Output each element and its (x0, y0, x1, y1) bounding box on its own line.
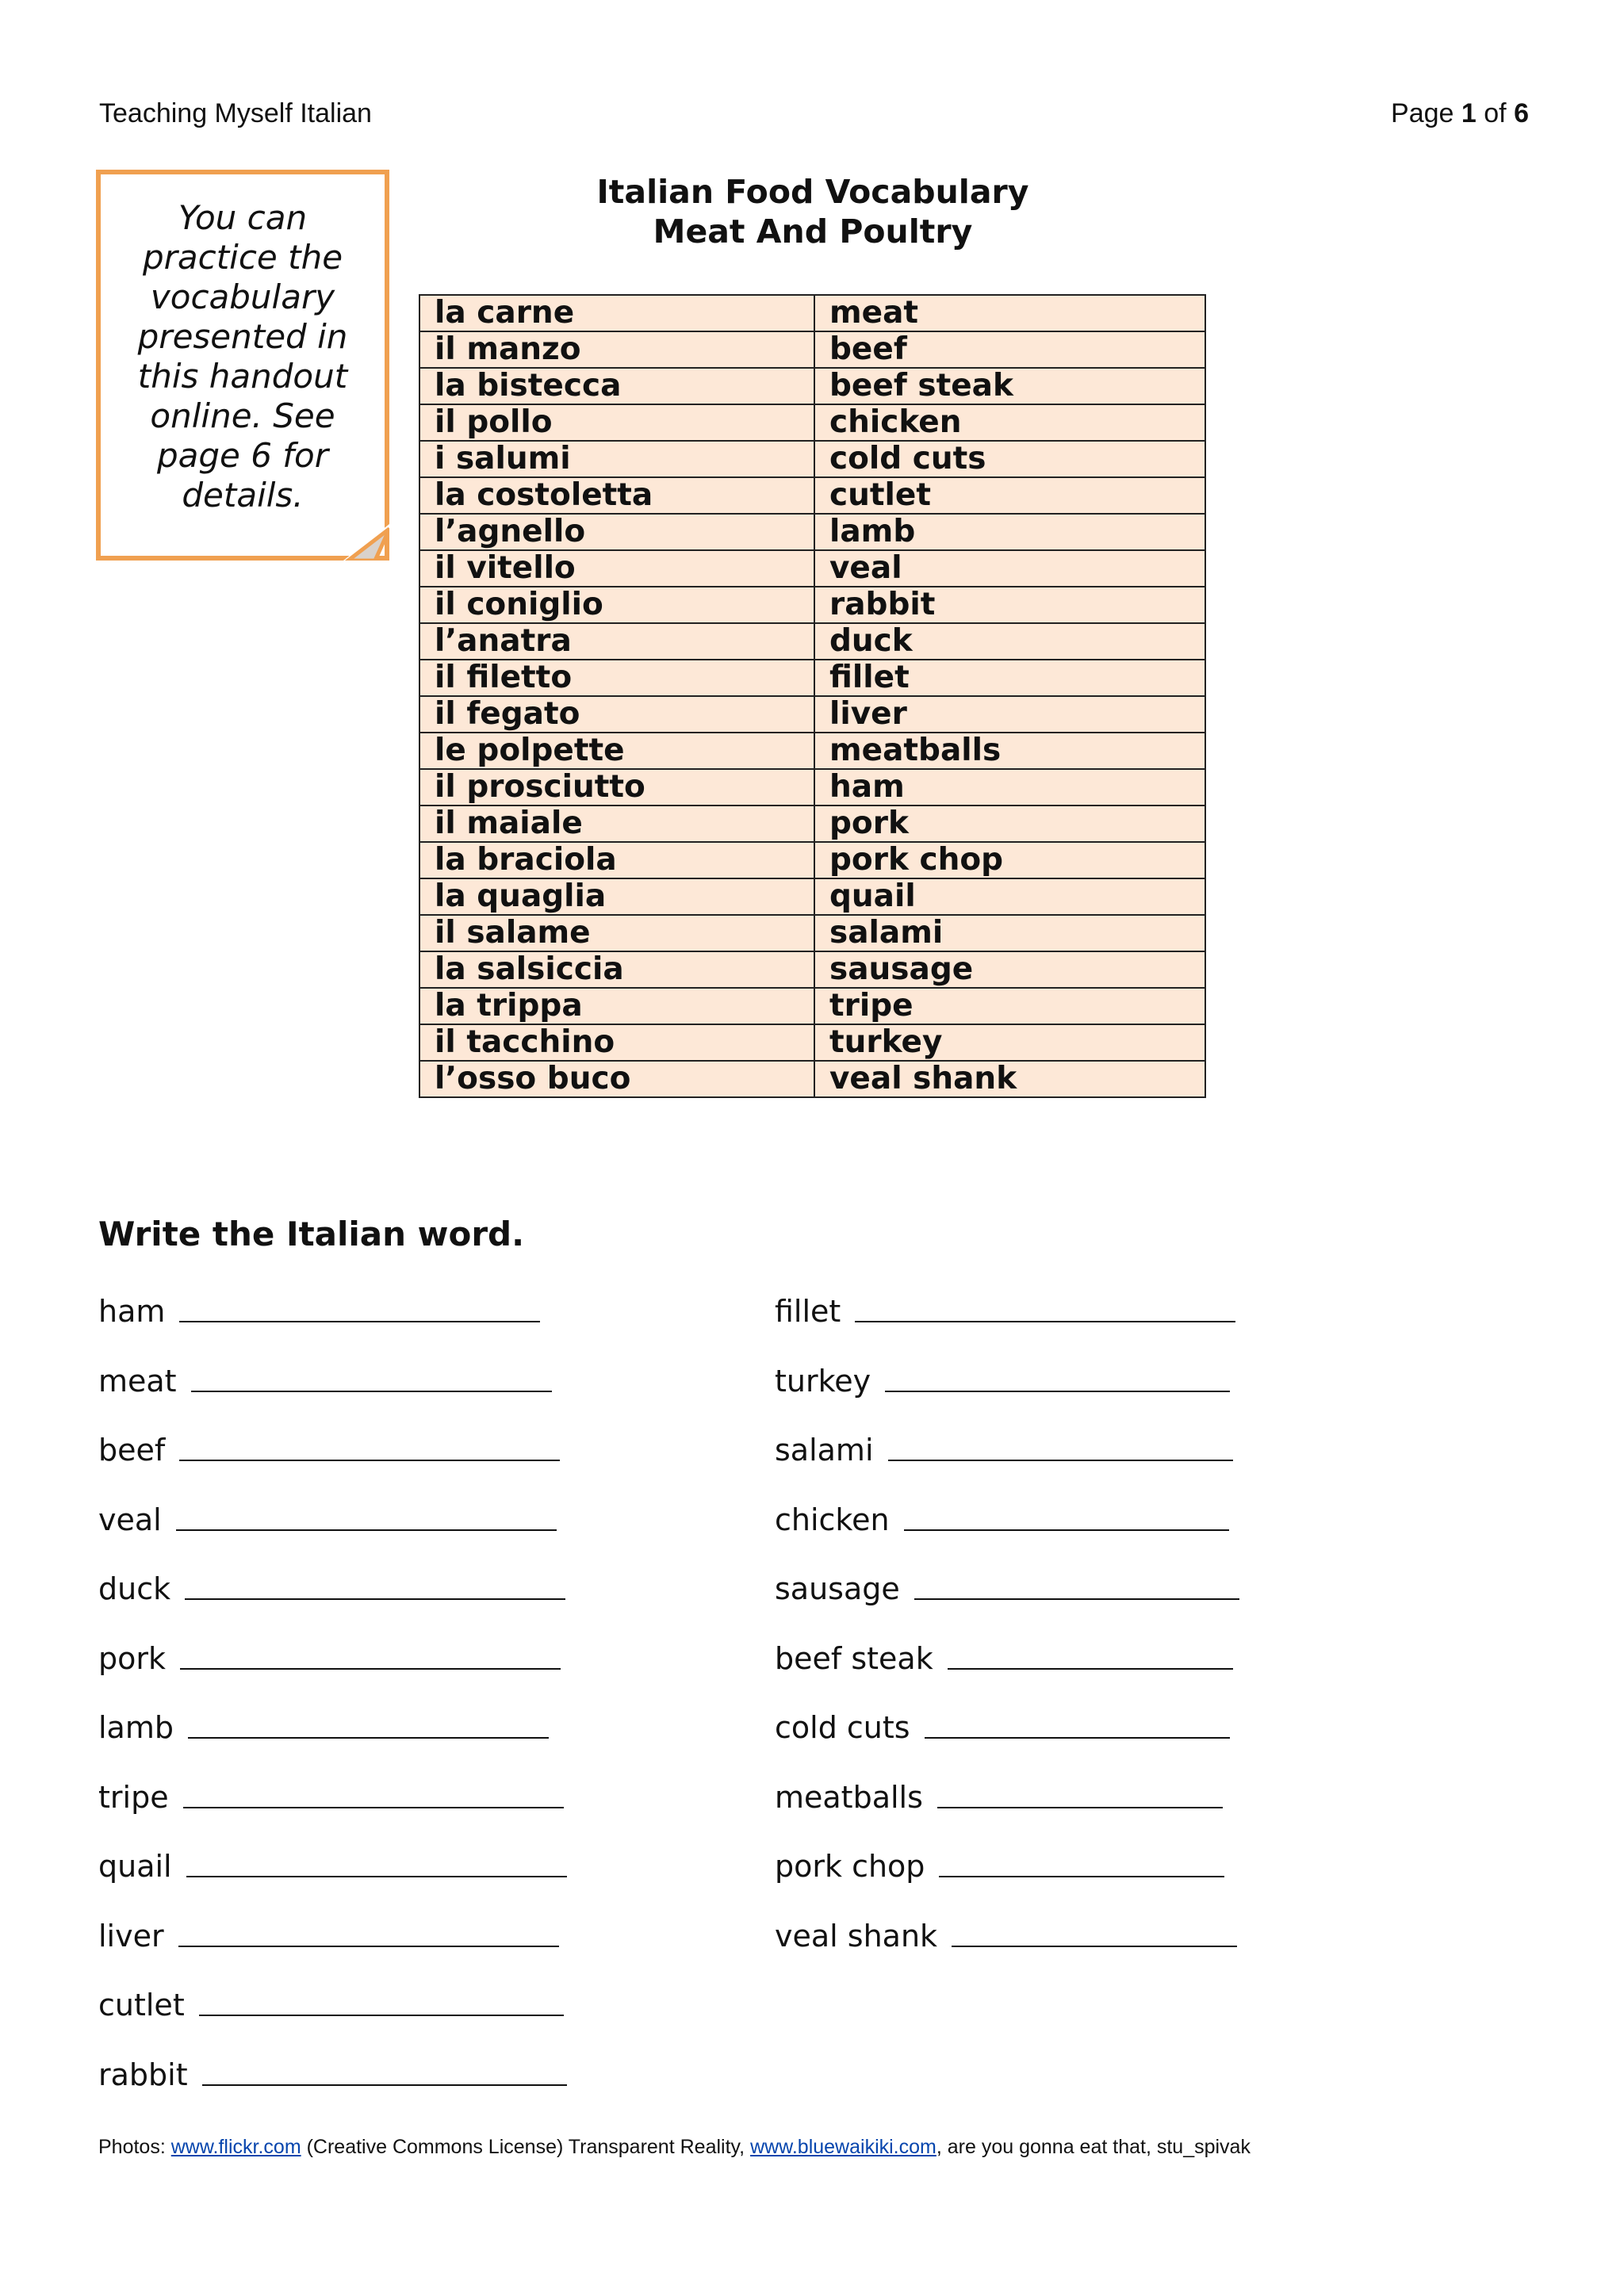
english-term: turkey (814, 1024, 1205, 1061)
table-row (419, 1024, 1205, 1061)
table-row (419, 842, 1205, 878)
exercise-item (775, 1774, 1223, 1815)
exercise-item (98, 1843, 567, 1884)
photo-credits (98, 2136, 1251, 2159)
table-row (419, 295, 1205, 331)
english-term: cold cuts (814, 441, 1205, 477)
exercise-item (775, 1912, 1237, 1954)
answer-blank[interactable] (199, 2014, 564, 2016)
answer-blank[interactable] (937, 1806, 1223, 1808)
table-row (419, 587, 1205, 623)
italian-term: la salsiccia (419, 951, 814, 988)
prompt-word: meat (98, 1363, 177, 1399)
english-term: tripe (814, 988, 1205, 1024)
italian-term: il tacchino (419, 1024, 814, 1061)
table-row (419, 878, 1205, 915)
italian-term: l’agnello (419, 514, 814, 550)
exercise-item (775, 1565, 1239, 1606)
table-row (419, 514, 1205, 550)
table-row (419, 769, 1205, 806)
prompt-word: beef steak (775, 1640, 933, 1676)
italian-term: il coniglio (419, 587, 814, 623)
page-current: 1 (1461, 98, 1477, 128)
page-title: Italian Food Vocabulary (596, 173, 1029, 211)
table-row (419, 951, 1205, 988)
english-term: cutlet (814, 477, 1205, 514)
prompt-word: pork (98, 1640, 166, 1676)
practice-callout (96, 170, 389, 561)
table-row (419, 660, 1205, 696)
italian-term: l’anatra (419, 623, 814, 660)
prompt-word: cutlet (98, 1988, 185, 2022)
prompt-word: turkey (775, 1363, 871, 1399)
answer-blank[interactable] (191, 1390, 552, 1392)
exercise-item (98, 1496, 557, 1537)
answer-blank[interactable] (904, 1529, 1229, 1531)
italian-term: il vitello (419, 550, 814, 587)
exercise-item (98, 1981, 564, 2022)
prompt-word: salami (775, 1433, 874, 1468)
prompt-word: pork chop (775, 1849, 925, 1884)
italian-term: il prosciutto (419, 769, 814, 806)
english-term: meat (814, 295, 1205, 331)
answer-blank[interactable] (183, 1806, 564, 1808)
exercise-title: Write the Italian word. (98, 1215, 525, 1253)
callout-text: You can practice the vocabulary presented in this handout online. See page 6 for details. (137, 198, 348, 515)
exercise-item (98, 1357, 552, 1399)
english-term: meatballs (814, 733, 1205, 769)
answer-blank[interactable] (179, 1320, 540, 1322)
page-fold-icon (343, 524, 389, 561)
english-term: veal (814, 550, 1205, 587)
english-term: quail (814, 878, 1205, 915)
table-row (419, 331, 1205, 368)
prompt-word: fillet (775, 1294, 841, 1329)
prompt-word: quail (98, 1849, 172, 1884)
italian-term: il pollo (419, 404, 814, 441)
italian-term: il fegato (419, 696, 814, 733)
table-row (419, 806, 1205, 842)
page-subtitle: Meat And Poultry (653, 212, 973, 251)
exercise-item (775, 1635, 1233, 1676)
answer-blank[interactable] (179, 1459, 560, 1461)
italian-term: la trippa (419, 988, 814, 1024)
answer-blank[interactable] (855, 1320, 1235, 1322)
table-row (419, 1061, 1205, 1097)
english-term: ham (814, 769, 1205, 806)
table-row (419, 623, 1205, 660)
exercise-item (98, 1426, 560, 1468)
italian-term: la bistecca (419, 368, 814, 404)
answer-blank[interactable] (925, 1736, 1230, 1739)
italian-term: il manzo (419, 331, 814, 368)
answer-blank[interactable] (185, 1598, 565, 1600)
credits-prefix: Photos: (98, 2136, 171, 2158)
italian-term: la braciola (419, 842, 814, 878)
prompt-word: veal shank (775, 1918, 938, 1954)
prompt-word: veal (98, 1502, 162, 1537)
prompt-word: liver (98, 1918, 164, 1954)
answer-blank[interactable] (180, 1667, 561, 1670)
prompt-word: sausage (775, 1571, 900, 1606)
english-term: duck (814, 623, 1205, 660)
exercise-item (98, 2051, 567, 2092)
answer-blank[interactable] (952, 1945, 1237, 1947)
exercise-item (775, 1843, 1224, 1884)
exercise-item (775, 1426, 1233, 1468)
prompt-word: meatballs (775, 1779, 923, 1815)
answer-blank[interactable] (885, 1390, 1230, 1392)
italian-term: il filetto (419, 660, 814, 696)
page-number (1391, 98, 1529, 129)
prompt-word: chicken (775, 1502, 890, 1537)
prompt-word: rabbit (98, 2057, 188, 2092)
table-row (419, 477, 1205, 514)
credits-suffix: , are you gonna eat that, stu_spivak (936, 2136, 1251, 2158)
exercise-item (98, 1288, 540, 1329)
english-term: sausage (814, 951, 1205, 988)
table-row (419, 915, 1205, 951)
italian-term: le polpette (419, 733, 814, 769)
flickr-link[interactable]: www.flickr.com (170, 2136, 301, 2158)
answer-blank[interactable] (939, 1875, 1224, 1877)
answer-blank[interactable] (914, 1598, 1239, 1600)
english-term: beef steak (814, 368, 1205, 404)
exercise-item (98, 1635, 561, 1676)
english-term: veal shank (814, 1061, 1205, 1097)
english-term: lamb (814, 514, 1205, 550)
exercise-item (98, 1565, 565, 1606)
english-term: rabbit (814, 587, 1205, 623)
english-term: pork (814, 806, 1205, 842)
answer-blank[interactable] (186, 1875, 567, 1877)
header-title: Teaching Myself Italian (99, 98, 372, 128)
answer-blank[interactable] (202, 2084, 567, 2086)
credits-middle: (Creative Commons License) Transparent Reality, (301, 2136, 751, 2158)
answer-blank[interactable] (888, 1459, 1233, 1461)
italian-term: il maiale (419, 806, 814, 842)
table-row (419, 441, 1205, 477)
english-term: liver (814, 696, 1205, 733)
prompt-word: ham (98, 1294, 166, 1329)
bluewaikiki-link[interactable]: www.bluewaikiki.com (750, 2136, 936, 2158)
vocabulary-table (419, 294, 1206, 1098)
prompt-word: tripe (98, 1779, 169, 1815)
prompt-word: cold cuts (775, 1710, 910, 1745)
english-term: pork chop (814, 842, 1205, 878)
exercise-item (98, 1774, 564, 1815)
exercise-item (98, 1704, 549, 1745)
table-row (419, 696, 1205, 733)
exercise-item (98, 1912, 559, 1954)
italian-term: la quaglia (419, 878, 814, 915)
english-term: salami (814, 915, 1205, 951)
answer-blank[interactable] (188, 1736, 549, 1739)
table-row (419, 733, 1205, 769)
answer-blank[interactable] (948, 1667, 1233, 1670)
english-term: fillet (814, 660, 1205, 696)
exercise-item (775, 1357, 1230, 1399)
italian-term: la costoletta (419, 477, 814, 514)
page-total: 6 (1514, 98, 1529, 128)
table-row (419, 550, 1205, 587)
page-of: of (1484, 98, 1507, 128)
table-row (419, 988, 1205, 1024)
english-term: beef (814, 331, 1205, 368)
italian-term: il salame (419, 915, 814, 951)
table-row (419, 404, 1205, 441)
answer-blank[interactable] (176, 1529, 557, 1531)
exercise-item (775, 1704, 1230, 1745)
prompt-word: beef (98, 1433, 166, 1468)
english-term: chicken (814, 404, 1205, 441)
italian-term: i salumi (419, 441, 814, 477)
exercise-item (775, 1288, 1235, 1329)
exercise-item (775, 1496, 1229, 1537)
answer-blank[interactable] (178, 1945, 559, 1947)
prompt-word: duck (98, 1571, 171, 1606)
italian-term: la carne (419, 295, 814, 331)
page-word: Page (1391, 98, 1454, 128)
prompt-word: lamb (98, 1710, 174, 1745)
table-row (419, 368, 1205, 404)
italian-term: l’osso buco (419, 1061, 814, 1097)
